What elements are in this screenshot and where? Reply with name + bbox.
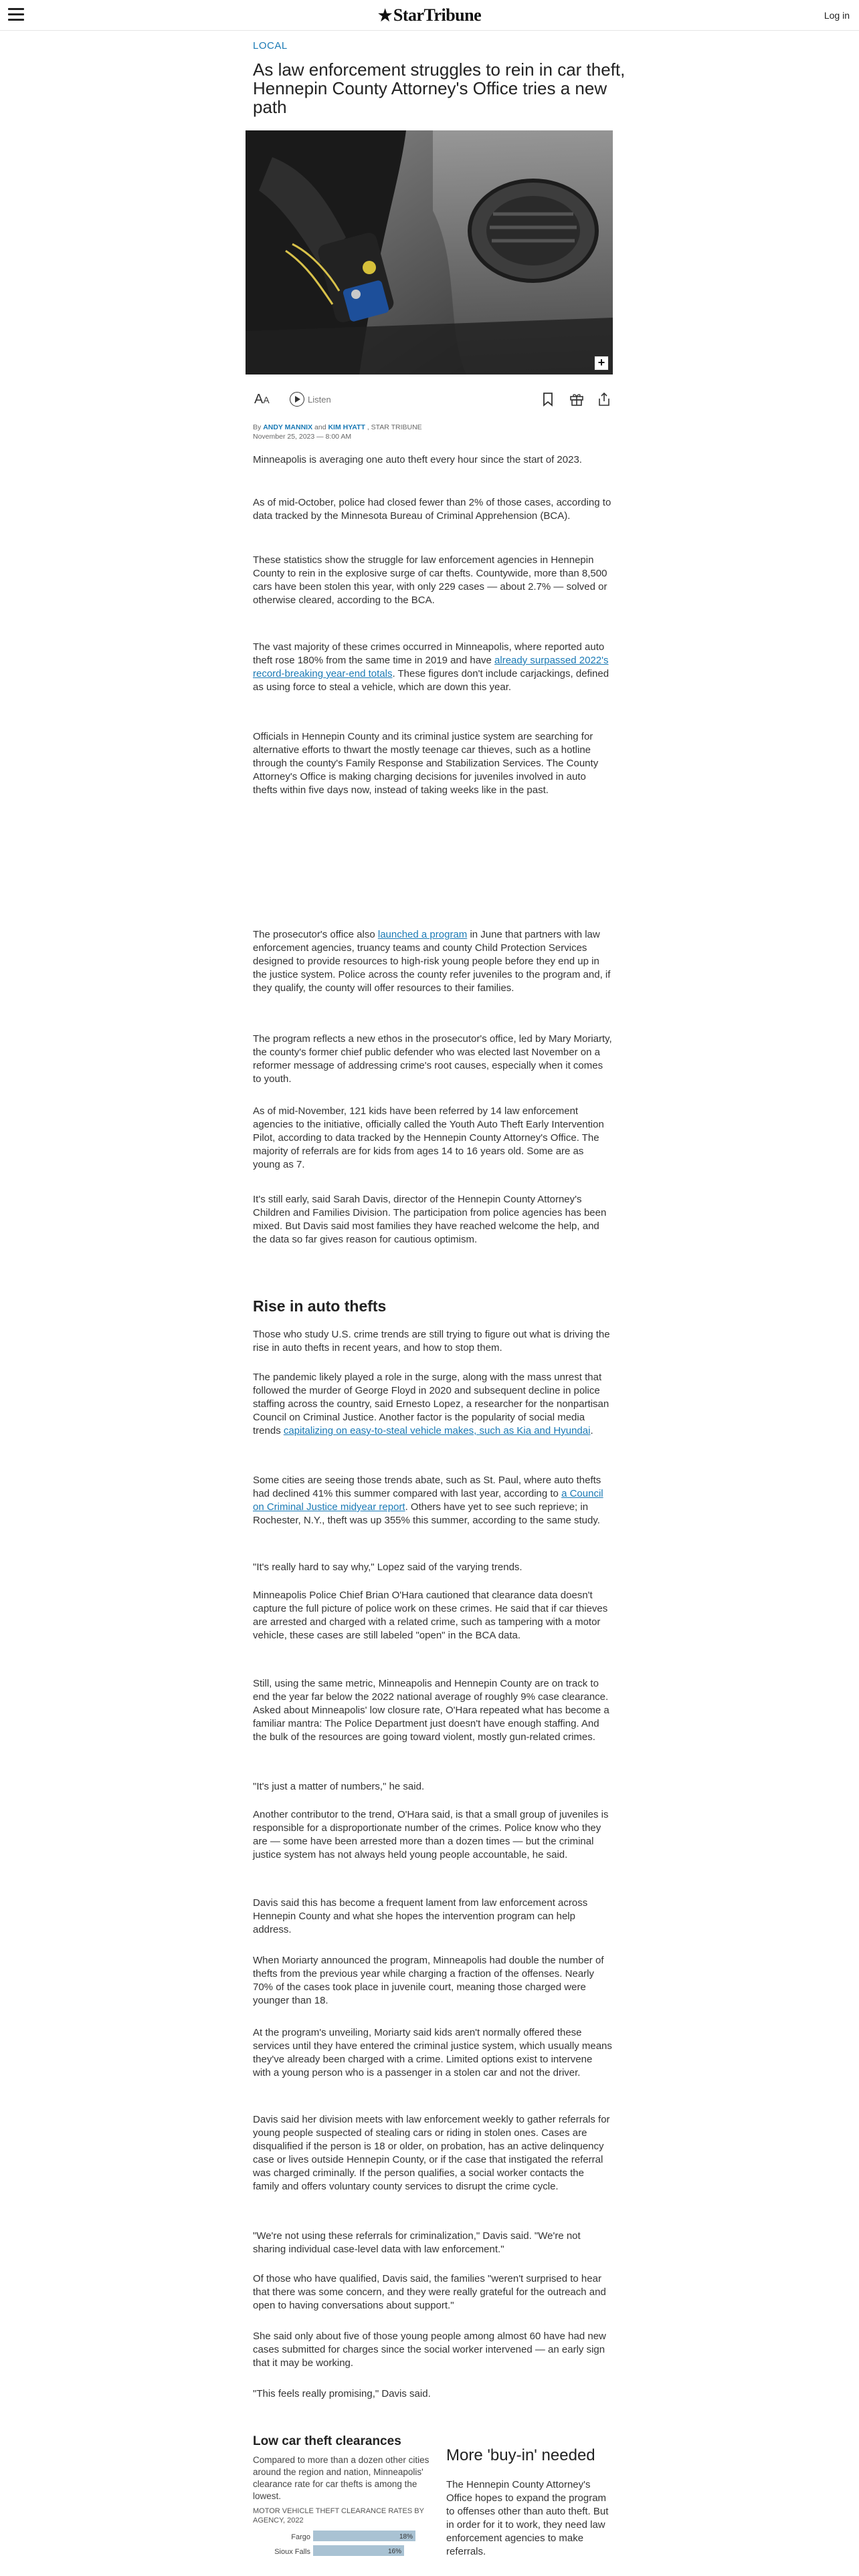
- chart-title: Low car theft clearances: [253, 2434, 401, 2448]
- article-paragraph: The program reflects a new ethos in the prosecutor's office, led by Mary Moriarty, the county's former chief public defender who was elected last November on a reformer message of addressing crime's root causes, especially when it comes to youth.: [253, 1033, 612, 1085]
- sidebar-section: [446, 2446, 613, 2559]
- article-paragraph: As of mid-October, police had closed fewer than 2% of those cases, according to data tracked by the Minnesota Bureau of Criminal Apprehension (BCA).: [253, 497, 611, 522]
- article-paragraph: These statistics show the struggle for law enforcement agencies in Hennepin County to rein in the explosive surge of car thefts. Countywide, more than 8,500 cars have been stolen this year, with only 229 cases — about 2.7% — solved or otherwise cleared, according to the BCA.: [253, 554, 607, 606]
- bar-chart: [253, 2525, 434, 2565]
- star-icon: ★: [377, 7, 392, 25]
- article-paragraph: Davis said her division meets with law enforcement weekly to gather referrals for young people suspected of stealing cars or riding in stolen ones. Cases are disqualified if the person is 18 or older, on probation, has an active delinquency case or lives outside Hennepin County, or if the case that instigated the referral was charged criminally. If the person qualifies, a social worker contacts the family and offers voluntary county services to disrupt the crime cycle.: [253, 2114, 610, 2192]
- author-link[interactable]: ANDY MANNIX: [263, 423, 313, 431]
- publish-date: November 25, 2023 — 8:00 AM: [253, 433, 352, 441]
- text-size-button[interactable]: AA: [254, 392, 270, 407]
- sidebar-title: More 'buy-in' needed: [446, 2446, 595, 2464]
- article-paragraph: "It's really hard to say why," Lopez said of the varying trends.: [253, 1562, 522, 1573]
- article-paragraph: Minneapolis Police Chief Brian O'Hara cautioned that clearance data doesn't capture the full picture of police work on these crimes. He said that if car thieves are arrested and charged with a related crime, such as tampering with a motor vehicle, these cases are still labeled "open" in the BCA data.: [253, 1590, 608, 1641]
- expand-image-button[interactable]: +: [594, 356, 609, 370]
- article-paragraph: Davis said this has become a frequent lament from law enforcement across Hennepin County and what she hopes the intervention program can help address.: [253, 1897, 588, 1935]
- clearance-chart: [253, 2434, 434, 2569]
- top-nav: [0, 0, 859, 31]
- inline-link[interactable]: launched a program: [377, 929, 468, 940]
- bar-category-label: Fargo: [291, 2533, 310, 2541]
- article-paragraph: Of those who have qualified, Davis said, the families "weren't surprised to hear that there was some concern, and they were really grateful for the outreach and open to having conversations about support.": [253, 2273, 606, 2311]
- article-paragraph: When Moriarty announced the program, Minneapolis had double the number of thefts from the previous year while charging a fraction of the offenses. Nearly 70% of the cases took place in juvenile court, meaning those charged were younger than 18.: [253, 1955, 604, 2006]
- sidebar-text: The Hennepin County Attorney's Office hopes to expand the program to offenses other than auto theft. But in order for it to work, they need law enforcement agencies to make referrals.: [446, 2479, 609, 2557]
- article-paragraph: Those who study U.S. crime trends are still trying to figure out what is driving the rise in auto thefts in recent years, and how to stop them.: [253, 1329, 610, 1354]
- bar-category-label: Sioux Falls: [274, 2548, 310, 2556]
- inline-link[interactable]: already surpassed 2022's record-breaking year-end totals: [253, 655, 609, 679]
- article-paragraph: Still, using the same metric, Minneapolis and Hennepin County are on track to end the year far below the 2022 national average of roughly 9% case clearance. Asked about Minneapolis' low closure rate, O'Hara repeated what has become a familiar mantra: The Police Department just doesn't have enough staffing. And the bulk of the resources are going toward violent, mostly gun-related crimes.: [253, 1678, 609, 1743]
- bar-value-label: 18%: [399, 2533, 413, 2541]
- author-link[interactable]: KIM HYATT: [328, 423, 365, 431]
- article-paragraph: "We're not using these referrals for criminalization," Davis said. "We're not sharing individual case-level data with law enforcement.": [253, 2230, 581, 2255]
- article-paragraph: As of mid-November, 121 kids have been referred by 14 law enforcement agencies to the initiative, officially called the Youth Auto Theft Early Intervention Pilot, according to data tracked by the Hennepin County Attorney's Office. The majority of referrals are for kids from ages 14 to 16 years old. Some are as young as 7.: [253, 1105, 604, 1170]
- byline: By ANDY MANNIX and KIM HYATT , STAR TRIBUNE November 25, 2023 — 8:00 AM: [253, 423, 422, 441]
- article-paragraph: "It's just a matter of numbers," he said.: [253, 1781, 425, 1792]
- article-paragraph: The vast majority of these crimes occurred in Minneapolis, where reported auto theft rose 180% from the same time in 2019 and have already surpassed 2022's record-breaking year-end totals. These figures don't include carjackings, defined as using force to steal a vehicle, which are down this year.: [253, 641, 609, 693]
- article-paragraph: Minneapolis is averaging one auto theft every hour since the start of 2023.: [253, 454, 582, 465]
- article-paragraph: "This feels really promising," Davis said.: [253, 2388, 431, 2399]
- site-logo[interactable]: ★StarTribune: [377, 5, 482, 25]
- chart-caption: MOTOR VEHICLE THEFT CLEARANCE RATES BY AGENCY, 2022: [253, 2507, 424, 2525]
- article-paragraph: The pandemic likely played a role in the surge, along with the mass unrest that followed the murder of George Floyd in 2020 and subsequent decline in police staffing across the country, said Ernesto Lopez, a researcher for the nonpartisan Council on Criminal Justice. Another factor is the popularity of social media trends capitalizing on easy-to-steal vehicle makes, such as Kia and Hyundai.: [253, 1372, 609, 1436]
- hero-image[interactable]: [246, 130, 613, 374]
- article-paragraph: She said only about five of those young people among almost 60 have had new cases submitted for charges since the social worker intervened — an early sign that it may be working.: [253, 2331, 606, 2369]
- article-paragraph: The prosecutor's office also launched a program in June that partners with law enforcement agencies, truancy teams and county Child Protection Services designed to provide resources to high-risk young people before they end up in the justice system. Police across the county refer juveniles to the program and, if they qualify, the county will offer resources to their families.: [253, 929, 611, 994]
- article-paragraph: Officials in Hennepin County and its criminal justice system are searching for alternative efforts to thwart the mostly teenage car thieves, such as a hotline through the county's Family Response and Stabilization Services. The County Attorney's Office is making charging decisions for juveniles involved in auto thefts within five days now, instead of taking weeks like in the past.: [253, 731, 599, 796]
- article-headline: As law enforcement struggles to rein in car theft, Hennepin County Attorney's Office tries a new path: [253, 60, 626, 117]
- bookmark-icon[interactable]: [541, 392, 555, 407]
- hero-photo-illustration: [246, 130, 613, 374]
- inline-link[interactable]: a Council on Criminal Justice midyear report: [253, 1488, 603, 1513]
- section-label[interactable]: LOCAL: [253, 40, 288, 51]
- article-paragraph: At the program's unveiling, Moriarty said kids aren't normally offered these services until they have entered the criminal justice system, which usually means they've already been charged with a crime. Limited options exist to intervene with a young person who is a passenger in a stolen car and not the driver.: [253, 2027, 612, 2078]
- share-icon[interactable]: [597, 392, 611, 407]
- section-subhead: Rise in auto thefts: [253, 1297, 387, 1315]
- play-icon: [290, 392, 304, 407]
- article-paragraph: Some cities are seeing those trends abate, such as St. Paul, where auto thefts had declined 41% this summer compared with last year, according to a Council on Criminal Justice midyear report. Others have yet to see such reprieve; in Rochester, N.Y., theft was up 355% this summer, according to the same study.: [253, 1475, 603, 1526]
- article-paragraph: Another contributor to the trend, O'Hara said, is that a small group of juveniles is responsible for a disproportionate number of the crimes. Police know who they are — some have been arrested more than a dozen times — but the criminal justice system has not always held young people accountable, he said.: [253, 1809, 609, 1860]
- article-paragraph: It's still early, said Sarah Davis, director of the Hennepin County Attorney's Children and Families Division. The participation from police agencies has been mixed. But Davis said most families they have reached welcome the help, and the data so far gives reason for cautious optimism.: [253, 1194, 607, 1245]
- inline-link[interactable]: capitalizing on easy-to-steal vehicle makes, such as Kia and Hyundai: [283, 1425, 591, 1436]
- chart-description: Compared to more than a dozen other cities around the region and nation, Minneapolis' clearance rate for car thefts is among the lowest.: [253, 2455, 430, 2501]
- listen-button[interactable]: Listen: [290, 392, 331, 407]
- login-link[interactable]: Log in: [824, 10, 850, 21]
- gift-icon[interactable]: [569, 392, 584, 407]
- bar-value-label: 16%: [387, 2548, 401, 2555]
- article-toolbar: [253, 389, 613, 409]
